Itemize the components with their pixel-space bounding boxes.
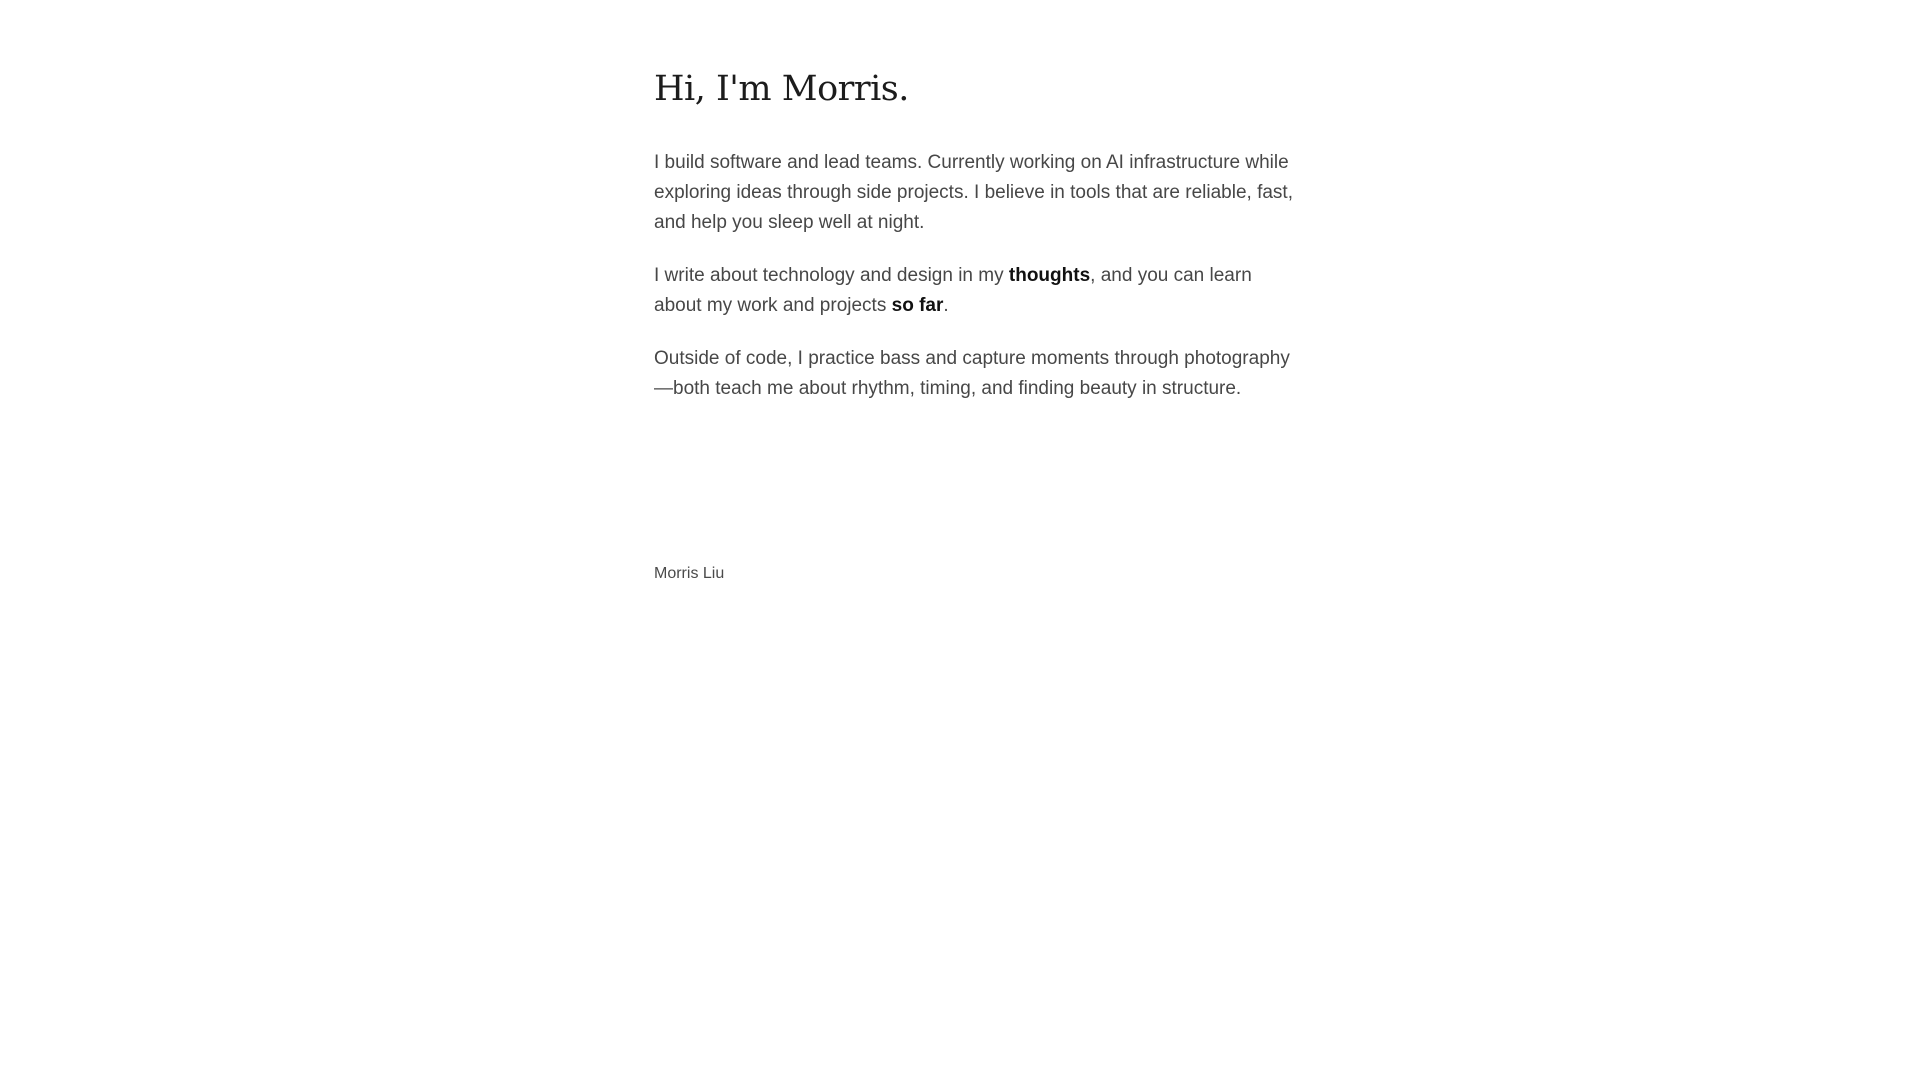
- so-far-link[interactable]: so far: [891, 295, 944, 316]
- paragraph-2-text-start: I write about technology and design in my: [654, 265, 1009, 286]
- thoughts-link[interactable]: thoughts: [1008, 265, 1091, 286]
- intro-paragraph-2: [654, 261, 1294, 321]
- footer-author-name: Morris Liu: [654, 565, 725, 582]
- intro-paragraph-3: Outside of code, I practice bass and capture moments through photography—both teach me about rhythm, timing, and finding beauty in structure.: [654, 348, 1290, 399]
- page-title: Hi, I'm Morris.: [654, 69, 909, 109]
- intro-section: [654, 148, 1294, 404]
- intro-paragraph-1: I build software and lead teams. Currently working on AI infrastructure while exploring ideas through side projects. I believe in tools that are reliable, fast, and help you sleep well at night.: [654, 152, 1293, 233]
- paragraph-2-text-middle: , and you can learn about my work and projects: [654, 265, 1252, 316]
- paragraph-2-text-end: .: [943, 295, 949, 316]
- main-content: [654, 62, 1294, 427]
